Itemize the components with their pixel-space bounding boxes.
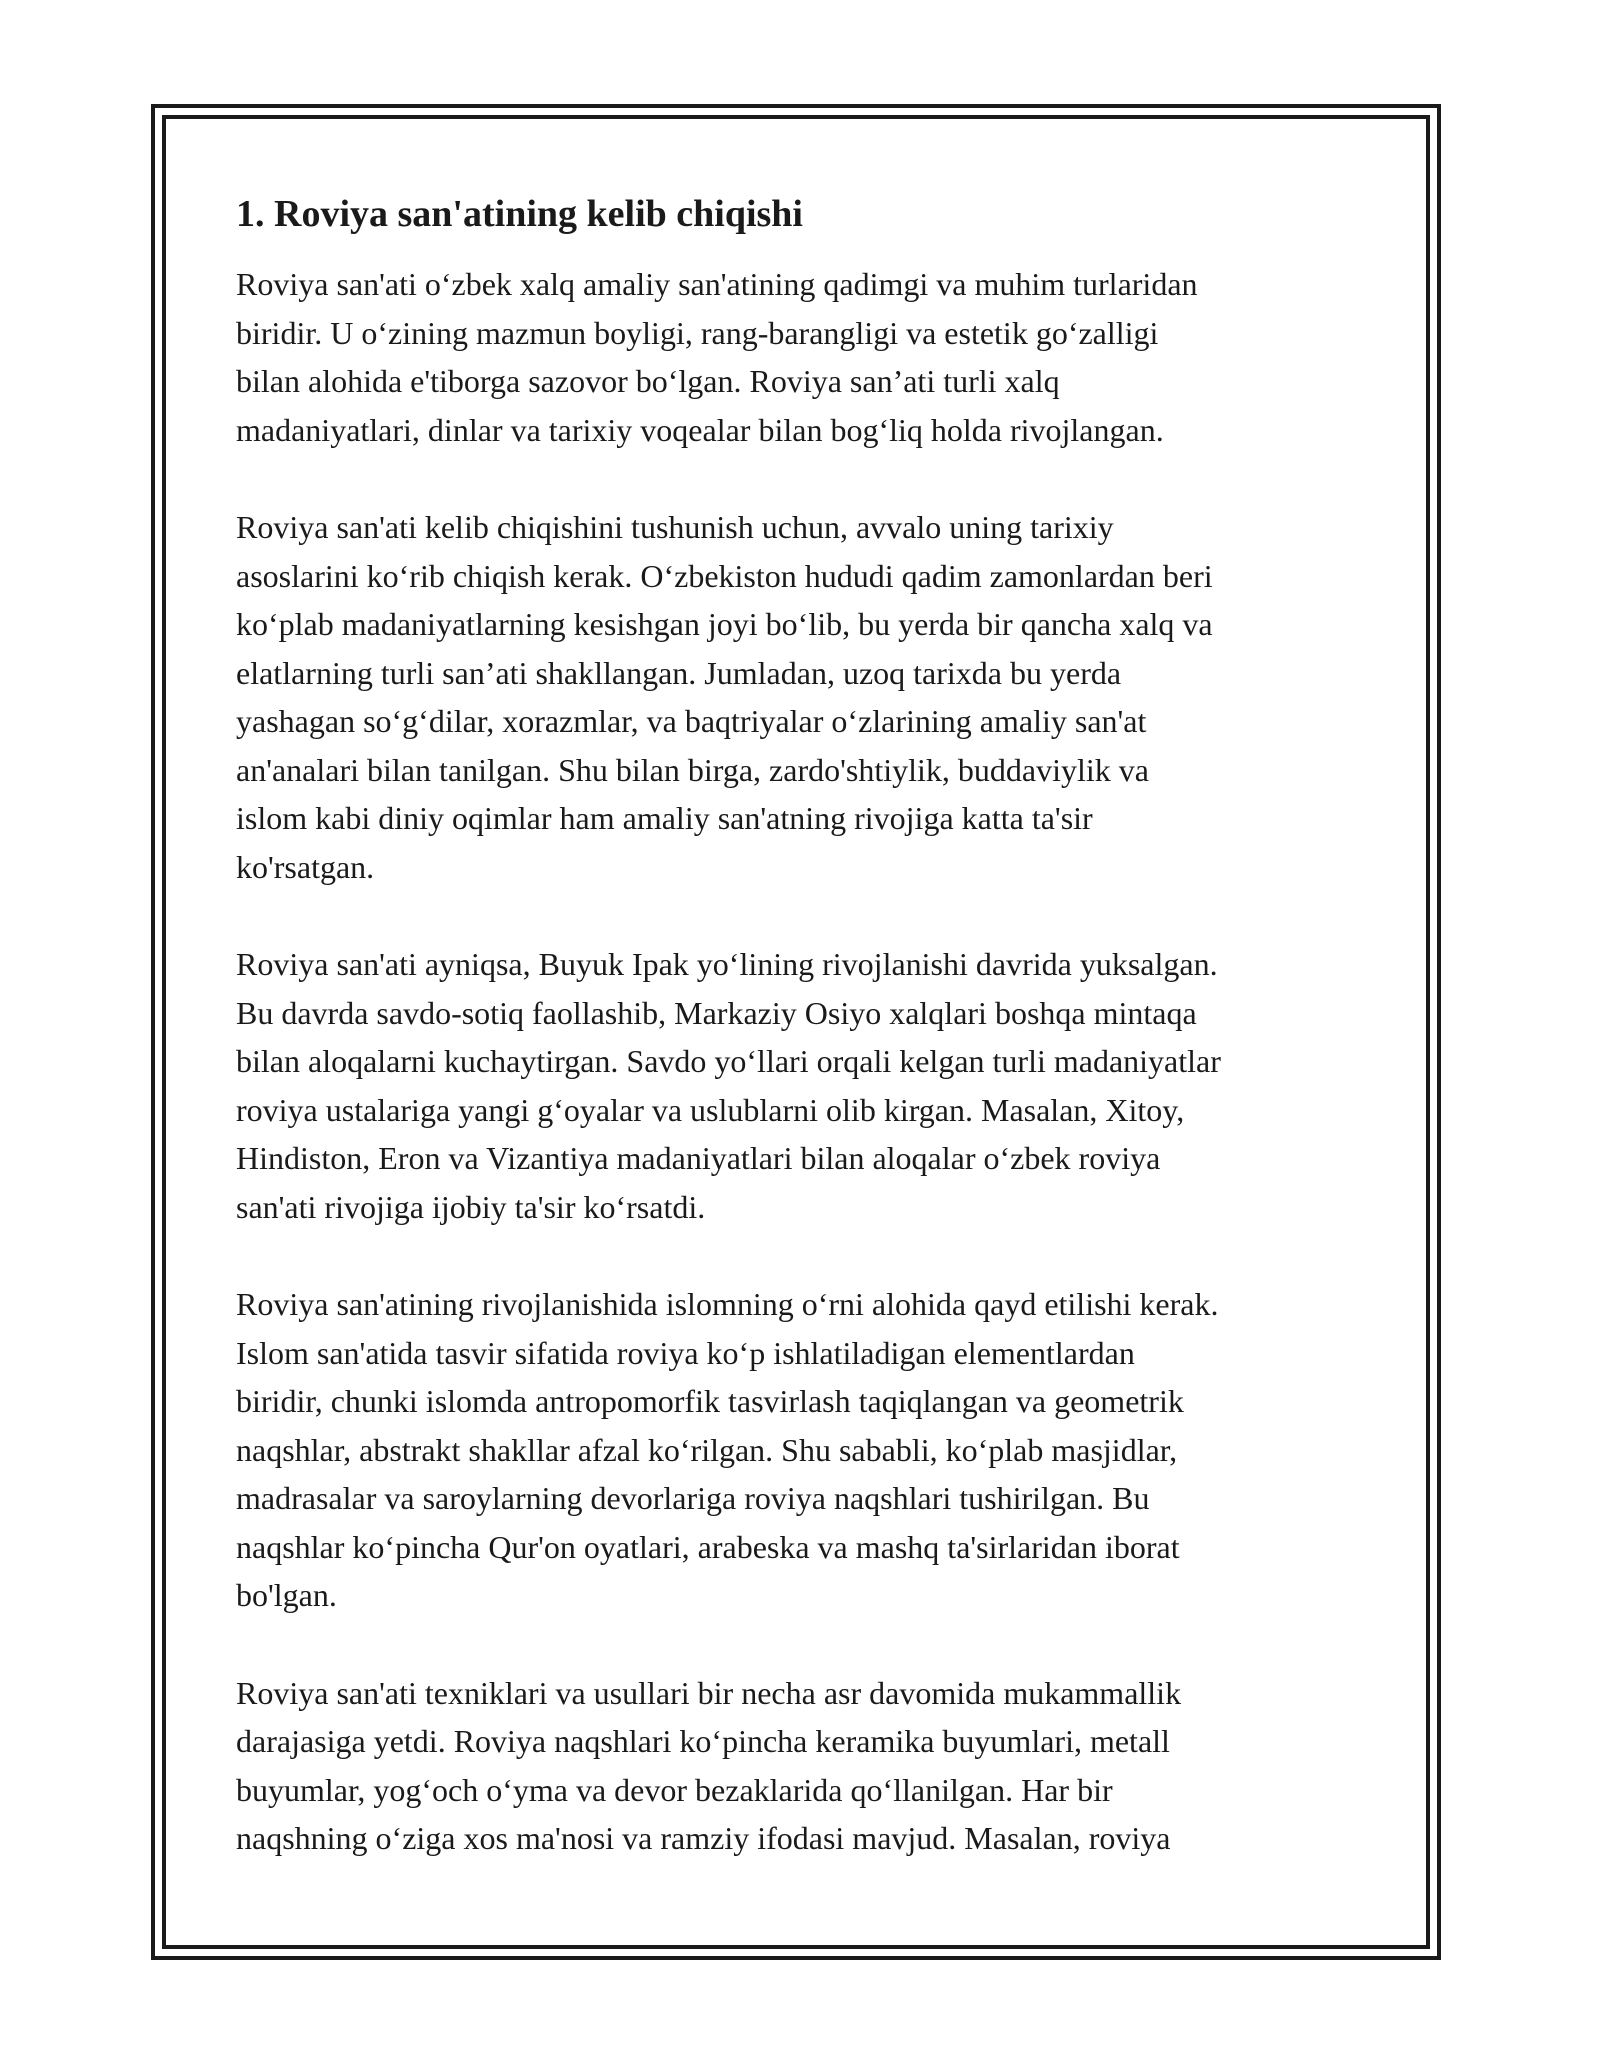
paragraph-line: Roviya san'ati texniklari va usullari bir necha asr davomida mukammallik	[236, 1674, 1182, 1711]
paragraph-line: roviya ustalariga yangi g‘oyalar va uslublarni olib kirgan. Masalan, Xitoy,	[236, 1091, 1185, 1128]
paragraph-line: Roviya san'ati o‘zbek xalq amaliy san'atining qadimgi va muhim turlaridan	[236, 266, 1198, 302]
paragraph-line: elatlarning turli san’ati shakllangan. Jumladan, uzoq tarixda bu yerda	[236, 654, 1122, 691]
paragraph-line: Islom san'atida tasvir sifatida roviya ko‘p ishlatiladigan elementlardan	[236, 1334, 1135, 1371]
document-body	[236, 188, 1376, 1912]
paragraph-list	[236, 260, 1376, 1863]
paragraph-line: buyumlar, yog‘och o‘yma va devor bezaklarida qo‘llanilgan. Har bir	[236, 1771, 1113, 1808]
paragraph-line: Roviya san'atining rivojlanishida islomning o‘rni alohida qayd etilishi kerak.	[236, 1286, 1219, 1322]
paragraph-line: asoslarini ko‘rib chiqish kerak. O‘zbekiston hududi qadim zamonlardan beri	[236, 557, 1213, 594]
paragraph-line: an'analari bilan tanilgan. Shu bilan birga, zardo'shtiylik, buddaviylik va	[236, 751, 1149, 788]
paragraph-line: san'ati rivojiga ijobiy ta'sir ko‘rsatdi.	[236, 1188, 706, 1225]
paragraph-line: madrasalar va saroylarning devorlariga roviya naqshlari tushirilgan. Bu	[236, 1480, 1150, 1516]
paragraph-line: Roviya san'ati ayniqsa, Buyuk Ipak yo‘lining rivojlanishi davrida yuksalgan.	[236, 946, 1218, 982]
paragraph-line: bilan aloqalarni kuchaytirgan. Savdo yo‘llari orqali kelgan turli madaniyatlar	[236, 1043, 1221, 1079]
paragraph-line: darajasiga yetdi. Roviya naqshlari ko‘pincha keramika buyumlari, metall	[236, 1723, 1170, 1759]
paragraph-line: yashagan so‘g‘dilar, xorazmlar, va baqtriyalar o‘zlarining amaliy san'at	[236, 703, 1147, 739]
paragraph-line: ko‘plab madaniyatlarning kesishgan joyi bo‘lib, bu yerda bir qancha xalq va	[236, 606, 1213, 642]
paragraph-line: biridir. U o‘zining mazmun boyligi, rang-barangligi va estetik go‘zalligi	[236, 314, 1159, 351]
paragraph	[236, 1669, 1376, 1863]
paragraph	[236, 260, 1376, 454]
paragraph-line: naqshlar ko‘pincha Qur'on oyatlari, arabeska va mashq ta'sirlaridan iborat	[236, 1528, 1180, 1565]
paragraph	[236, 503, 1376, 891]
paragraph-line: naqshlar, abstrakt shakllar afzal ko‘rilgan. Shu sababli, ko‘plab masjidlar,	[236, 1431, 1178, 1468]
paragraph-line: biridir, chunki islomda antropomorfik tasvirlash taqiqlangan va geometrik	[236, 1383, 1184, 1419]
paragraph-line: ko'rsatgan.	[236, 848, 375, 885]
paragraph-line: naqshning o‘ziga xos ma'nosi va ramziy ifodasi mavjud. Masalan, roviya	[236, 1820, 1171, 1856]
paragraph-line: Roviya san'ati kelib chiqishini tushunish uchun, avvalo uning tarixiy	[236, 509, 1114, 545]
paragraph-line: Hindiston, Eron va Vizantiya madaniyatlari bilan aloqalar o‘zbek roviya	[236, 1140, 1161, 1176]
paragraph-line: Bu davrda savdo-sotiq faollashib, Markaziy Osiyo xalqlari boshqa mintaqa	[236, 994, 1197, 1031]
paragraph-line: islom kabi diniy oqimlar ham amaliy san'atning rivojiga katta ta'sir	[236, 800, 1093, 836]
paragraph-line: madaniyatlari, dinlar va tarixiy voqealar bilan bog‘liq holda rivojlangan.	[236, 411, 1164, 448]
section-heading: 1. Roviya san'atining kelib chiqishi	[236, 193, 803, 235]
paragraph	[236, 940, 1376, 1231]
paragraph-line: bo'lgan.	[236, 1577, 337, 1613]
paragraph-line: bilan alohida e'tiborga sazovor bo‘lgan. Roviya san’ati turli xalq	[236, 363, 1060, 399]
paragraph	[236, 1280, 1376, 1620]
